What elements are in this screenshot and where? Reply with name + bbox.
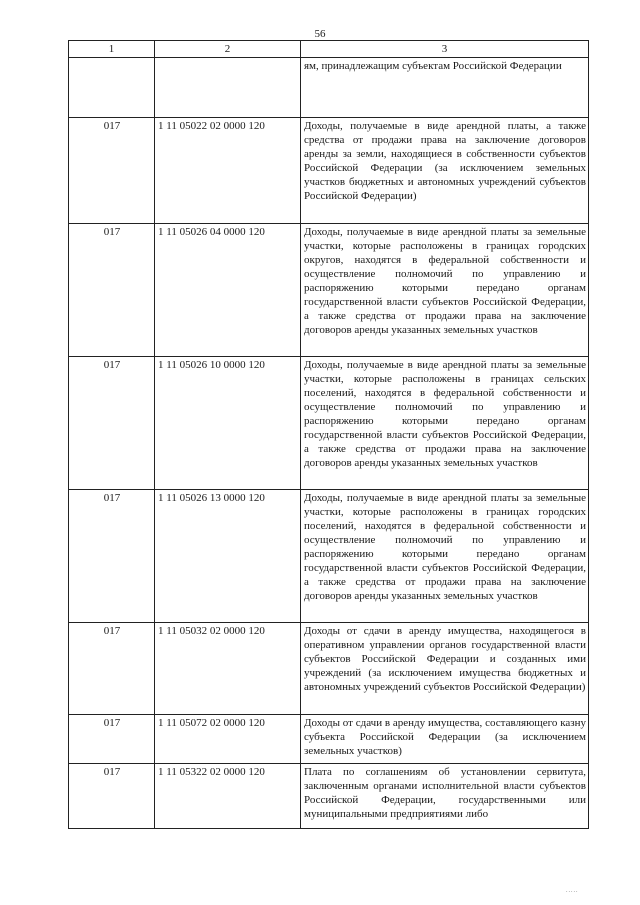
admin-code-cell: 017 bbox=[69, 118, 155, 224]
table-row bbox=[69, 715, 589, 764]
footer-mark: ..... bbox=[566, 888, 579, 894]
description-cell: Доходы, получаемые в виде арендной платы, а также средства от продажи права на заключение договоров аренды за земли, находящиеся в собственности субъектов Российской Федерации (за исключением земельных участков бюджетных и автономных учреждений субъектов Российской Федерации) bbox=[301, 118, 589, 224]
admin-code-cell bbox=[69, 58, 155, 118]
admin-code-cell: 017 bbox=[69, 623, 155, 715]
description-cell: Плата по соглашениям об установлении сервитута, заключенным органами исполнительной власти субъектов Российской Федерации, государственными или муниципальными предприятиями либо bbox=[301, 764, 589, 829]
table-row bbox=[69, 490, 589, 623]
table-header bbox=[69, 41, 589, 58]
budget-code-cell: 1 11 05022 02 0000 120 bbox=[155, 118, 301, 224]
admin-code-cell: 017 bbox=[69, 715, 155, 764]
description-cell: Доходы, получаемые в виде арендной платы за земельные участки, которые расположены в границах городских округов, находятся в федеральной собственности и осуществление полномочий по управлению и распоряжению которыми передано органам государственной власти субъектов Российской Федерации, а также средства от продажи права на заключение договоров аренды указанных земельных участков bbox=[301, 224, 589, 357]
budget-code-cell: 1 11 05026 13 0000 120 bbox=[155, 490, 301, 623]
budget-code-cell: 1 11 05032 02 0000 120 bbox=[155, 623, 301, 715]
description-cell: Доходы, получаемые в виде арендной платы за земельные участки, которые расположены в границах городских поселений, находятся в федеральной собственности и осуществление полномочий по управлению и распоряжению которыми передано органам государственной власти субъектов Российской Федерации, а также средства от продажи права на заключение договоров аренды указанных земельных участков bbox=[301, 490, 589, 623]
description-cell: Доходы от сдачи в аренду имущества, находящегося в оперативном управлении органов государственной власти субъектов Российской Федерации и созданных ими учреждений (за исключением имущества бюджетных и автономных учреждений субъектов Российской Федерации) bbox=[301, 623, 589, 715]
page-number: 56 bbox=[314, 28, 326, 40]
budget-code-cell: 1 11 05072 02 0000 120 bbox=[155, 715, 301, 764]
table-row bbox=[69, 623, 589, 715]
budget-code-cell: 1 11 05026 04 0000 120 bbox=[155, 224, 301, 357]
table-row bbox=[69, 224, 589, 357]
table-row bbox=[69, 118, 589, 224]
budget-codes-table bbox=[68, 40, 589, 829]
admin-code-cell: 017 bbox=[69, 224, 155, 357]
column-header-3: 3 bbox=[301, 41, 589, 58]
table-row bbox=[69, 764, 589, 829]
column-header-1: 1 bbox=[69, 41, 155, 58]
description-cell: ям, принадлежащим субъектам Российской Федерации bbox=[301, 58, 589, 118]
description-cell: Доходы от сдачи в аренду имущества, составляющего казну субъекта Российской Федерации (за исключением земельных участков) bbox=[301, 715, 589, 764]
table-row bbox=[69, 58, 589, 118]
description-cell: Доходы, получаемые в виде арендной платы за земельные участки, которые расположены в границах сельских поселений, находятся в федеральной собственности и осуществление полномочий по управлению и распоряжению которыми передано органам государственной власти субъектов Российской Федерации, а также средства от продажи права на заключение договоров аренды указанных земельных участков bbox=[301, 357, 589, 490]
table-row bbox=[69, 357, 589, 490]
admin-code-cell: 017 bbox=[69, 357, 155, 490]
budget-code-cell: 1 11 05026 10 0000 120 bbox=[155, 357, 301, 490]
admin-code-cell: 017 bbox=[69, 764, 155, 829]
column-header-2: 2 bbox=[155, 41, 301, 58]
admin-code-cell: 017 bbox=[69, 490, 155, 623]
budget-code-cell: 1 11 05322 02 0000 120 bbox=[155, 764, 301, 829]
budget-code-cell bbox=[155, 58, 301, 118]
